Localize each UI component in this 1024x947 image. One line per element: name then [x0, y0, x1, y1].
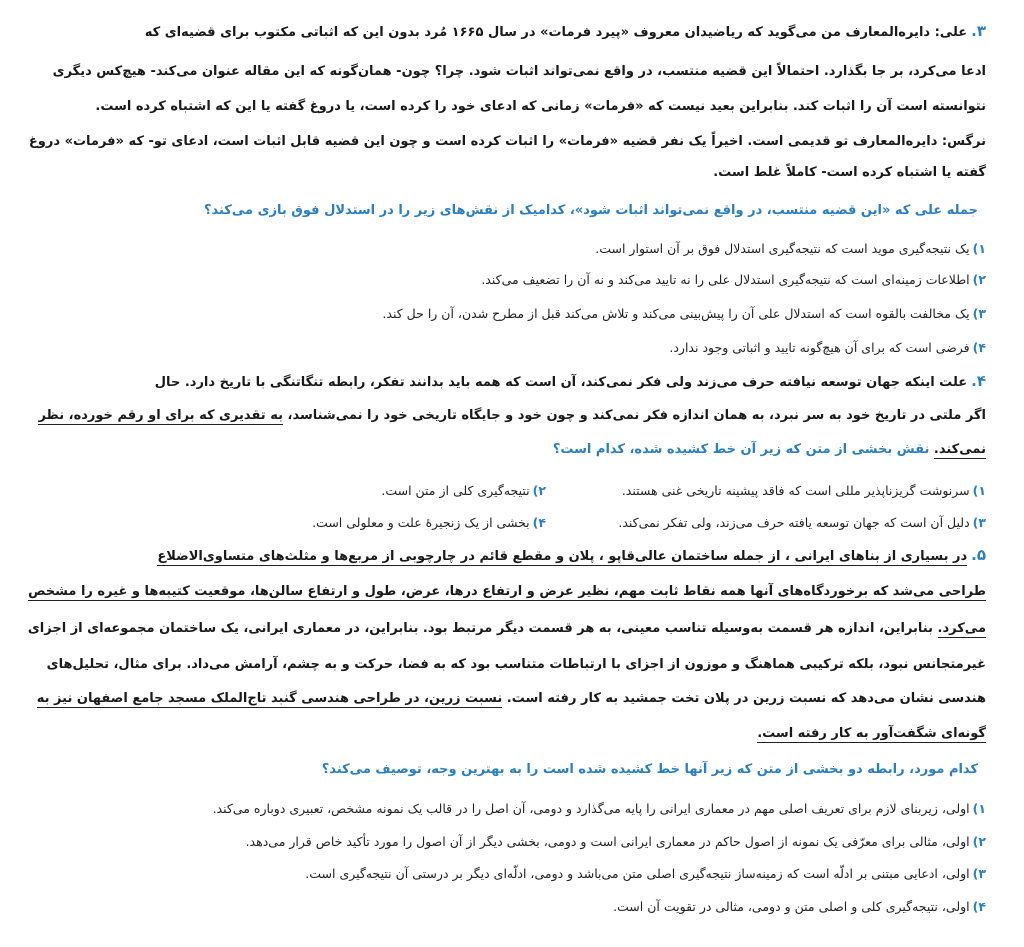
q5-option-2[interactable]: ۲)اولی، مثالی برای معرّفی یک نمونه از اصول حاکم در معماری ایرانی است و دومی، بخشی دیگر از آن اصول را مورد تأکید خاص قرار می‌دهد. [245, 834, 986, 849]
q5-passage-line-3: می‌کرد. بنابراین، اندازه هر قسمت به‌وسیله تناسب معینی، به هر قسمت دیگر مرتبط بود. بنابراین، در معماری ایرانی، یک ساختمان مجموعه‌ای از اجزای [27, 621, 986, 636]
q4-option-4[interactable]: ۴)بخشی از یک زنجیرهٔ علت و معلولی است. [312, 515, 546, 530]
q5-passage-line-4: غیرمتجانس نبود، بلکه ترکیبی هماهنگ و موزون از اجزای با ارتباطات متناسب بود که به فضا، حرکت و به چشم، آرامش می‌داد. برای مثال، تحلیل‌های [46, 657, 986, 672]
q3-option-1[interactable]: ۱)یک نتیجه‌گیری موید است که نتیجه‌گیری استدلال فوق بر آن استوار است. [595, 241, 986, 256]
q4-underlined-part: به تقدیری که برای او رقم خورده، نظر [38, 408, 283, 423]
q3-passage-line-2: ادعا می‌کرد، بر جا بگذارد. احتمالاً این قضیه منتسب، در واقع نمی‌تواند اثبات شود. چرا؟ چون- همان‌گونه که این مقاله عنوان می‌کند- هیچ‌کس دیگری [52, 64, 986, 79]
q3-passage-line-1: ۳.علی: دایره‌المعارف من می‌گوید که ریاضیدان معروف «پیرد فرمات» در سال ۱۶۶۵ مُرد بدون این که اثباتی مکتوب برای قضیه‌ای که [144, 22, 986, 40]
q4-number: ۴. [971, 372, 986, 390]
q5-option-3[interactable]: ۳)اولی، ادعایی مبتنی بر ادلّه است که زمینه‌ساز نتیجه‌گیری اصلی متن می‌باشد و دومی، ادلّه‌ای دیگر بر درستی آن نتیجه‌گیری است. [305, 866, 986, 881]
q3-question: جمله علی که «این قضیه منتسب، در واقع نمی‌تواند اثبات شود»، کدامیک از نقش‌های زیر را در استدلال فوق بازی می‌کند؟ [203, 203, 978, 218]
q4-passage-line-1: ۴.علت اینکه جهان توسعه نیافته حرف می‌زند ولی فکر نمی‌کند، آن است که همه باید بدانند تفکر، رابطه تنگاتنگی با تاریخ دارد. حال [154, 372, 986, 390]
q3-option-4[interactable]: ۴)فرضی است که برای آن هیچ‌گونه تایید و اثباتی وجود ندارد. [669, 340, 986, 355]
q3-passage-line-4: نرگس: دایره‌المعارف تو قدیمی است. اخیراً یک نفر قضیه «فرمات» را اثبات کرده است و چون این قضیه قابل اثبات است، ادعای تو- که «فرمات» دروغ [28, 134, 986, 149]
q4-option-2[interactable]: ۲)نتیجه‌گیری کلی از متن است. [381, 483, 546, 498]
q4-option-3[interactable]: ۳)دلیل آن است که جهان توسعه یافته حرف می‌زند، ولی تفکر نمی‌کند. [618, 515, 986, 530]
q4-passage-line-2: اگر ملتی در تاریخ خود به سر نبرد، به همان اندازه فکر نمی‌کند و چون خود و جایگاه تاریخی خود را نمی‌شناسد، به تقدیری که برای او رقم خورده، نظر [38, 408, 986, 423]
q3-option-2[interactable]: ۲)اطلاعات زمینه‌ای است که نتیجه‌گیری استدلال علی را نه تایید می‌کند و نه آن را تضعیف می‌کند. [481, 272, 986, 287]
q3-passage-line-5: گفته یا اشتباه کرده است- کاملاً غلط است. [713, 165, 986, 180]
q3-passage-line-3: نتوانسته است آن را اثبات کند. بنابراین بعید نیست که «فرمات» زمانی که ادعای خود را کرده است، یا دروغ گفته یا این که اشتباه کرده است. [95, 99, 986, 114]
q4-question: نقش بخشی از متن که زیر آن خط کشیده شده، کدام است؟ [552, 442, 930, 457]
q4-passage-line-3: نمی‌کند. نقش بخشی از متن که زیر آن خط کشیده شده، کدام است؟ [552, 442, 986, 457]
q5-underlined-part-2: نسبت زرین، در طراحی هندسی گنبد تاج‌الملک مسجد جامع اصفهان نیز به [36, 691, 503, 706]
q3-number: ۳. [971, 22, 986, 40]
q5-passage-line-5: هندسی نشان می‌دهد که نسبت زرین در پلان تخت جمشید به کار رفته است. نسبت زرین، در طراحی هندسی گنبد تاج‌الملک مسجد جامع اصفهان نیز به [36, 691, 986, 706]
q5-option-4[interactable]: ۴)اولی، نتیجه‌گیری کلی و اصلی متن و دومی، مثالی در تقویت آن است. [613, 899, 986, 914]
q5-option-1[interactable]: ۱)اولی، زیربنای لازم برای تعریف اصلی مهم در معماری ایرانی را پایه می‌گذارد و دومی، آن اصل را در قالب یک نمونه مشخص، تعبیری دوباره می‌کند. [212, 801, 986, 816]
q5-question: کدام مورد، رابطه دو بخشی از متن که زیر آنها خط کشیده شده است را به بهترین وجه، توصیف می‌کند؟ [321, 762, 978, 777]
q5-passage-line-1: ۵.در بسیاری از بناهای ایرانی ، از جمله ساختمان عالی‌قاپو ، پلان و مقطع قائم در چارچوبی از مربع‌ها و مثلث‌های متساوی‌الاضلاع [157, 546, 986, 564]
q5-number: ۵. [971, 546, 986, 564]
q5-passage-line-6: گونه‌ای شگفت‌آور به کار رفته است. [757, 726, 986, 741]
q5-passage-line-2: طراحی می‌شد که برخوردگاه‌های آنها همه نقاط ثابت مهم، نظیر عرض و ارتفاع درها، عرض، طول و ارتفاع سالن‌ها، موقعیت کتیبه‌ها و غیره را مشخص [28, 584, 986, 599]
q4-option-1[interactable]: ۱)سرنوشت گریزناپذیر مللی است که فاقد پیشینه تاریخی غنی هستند. [621, 483, 986, 498]
q3-option-3[interactable]: ۳)یک مخالفت بالقوه است که استدلال علی آن را پیش‌بینی می‌کند و تلاش می‌کند قبل از مطرح شدن، آن را حل کند. [382, 306, 986, 321]
